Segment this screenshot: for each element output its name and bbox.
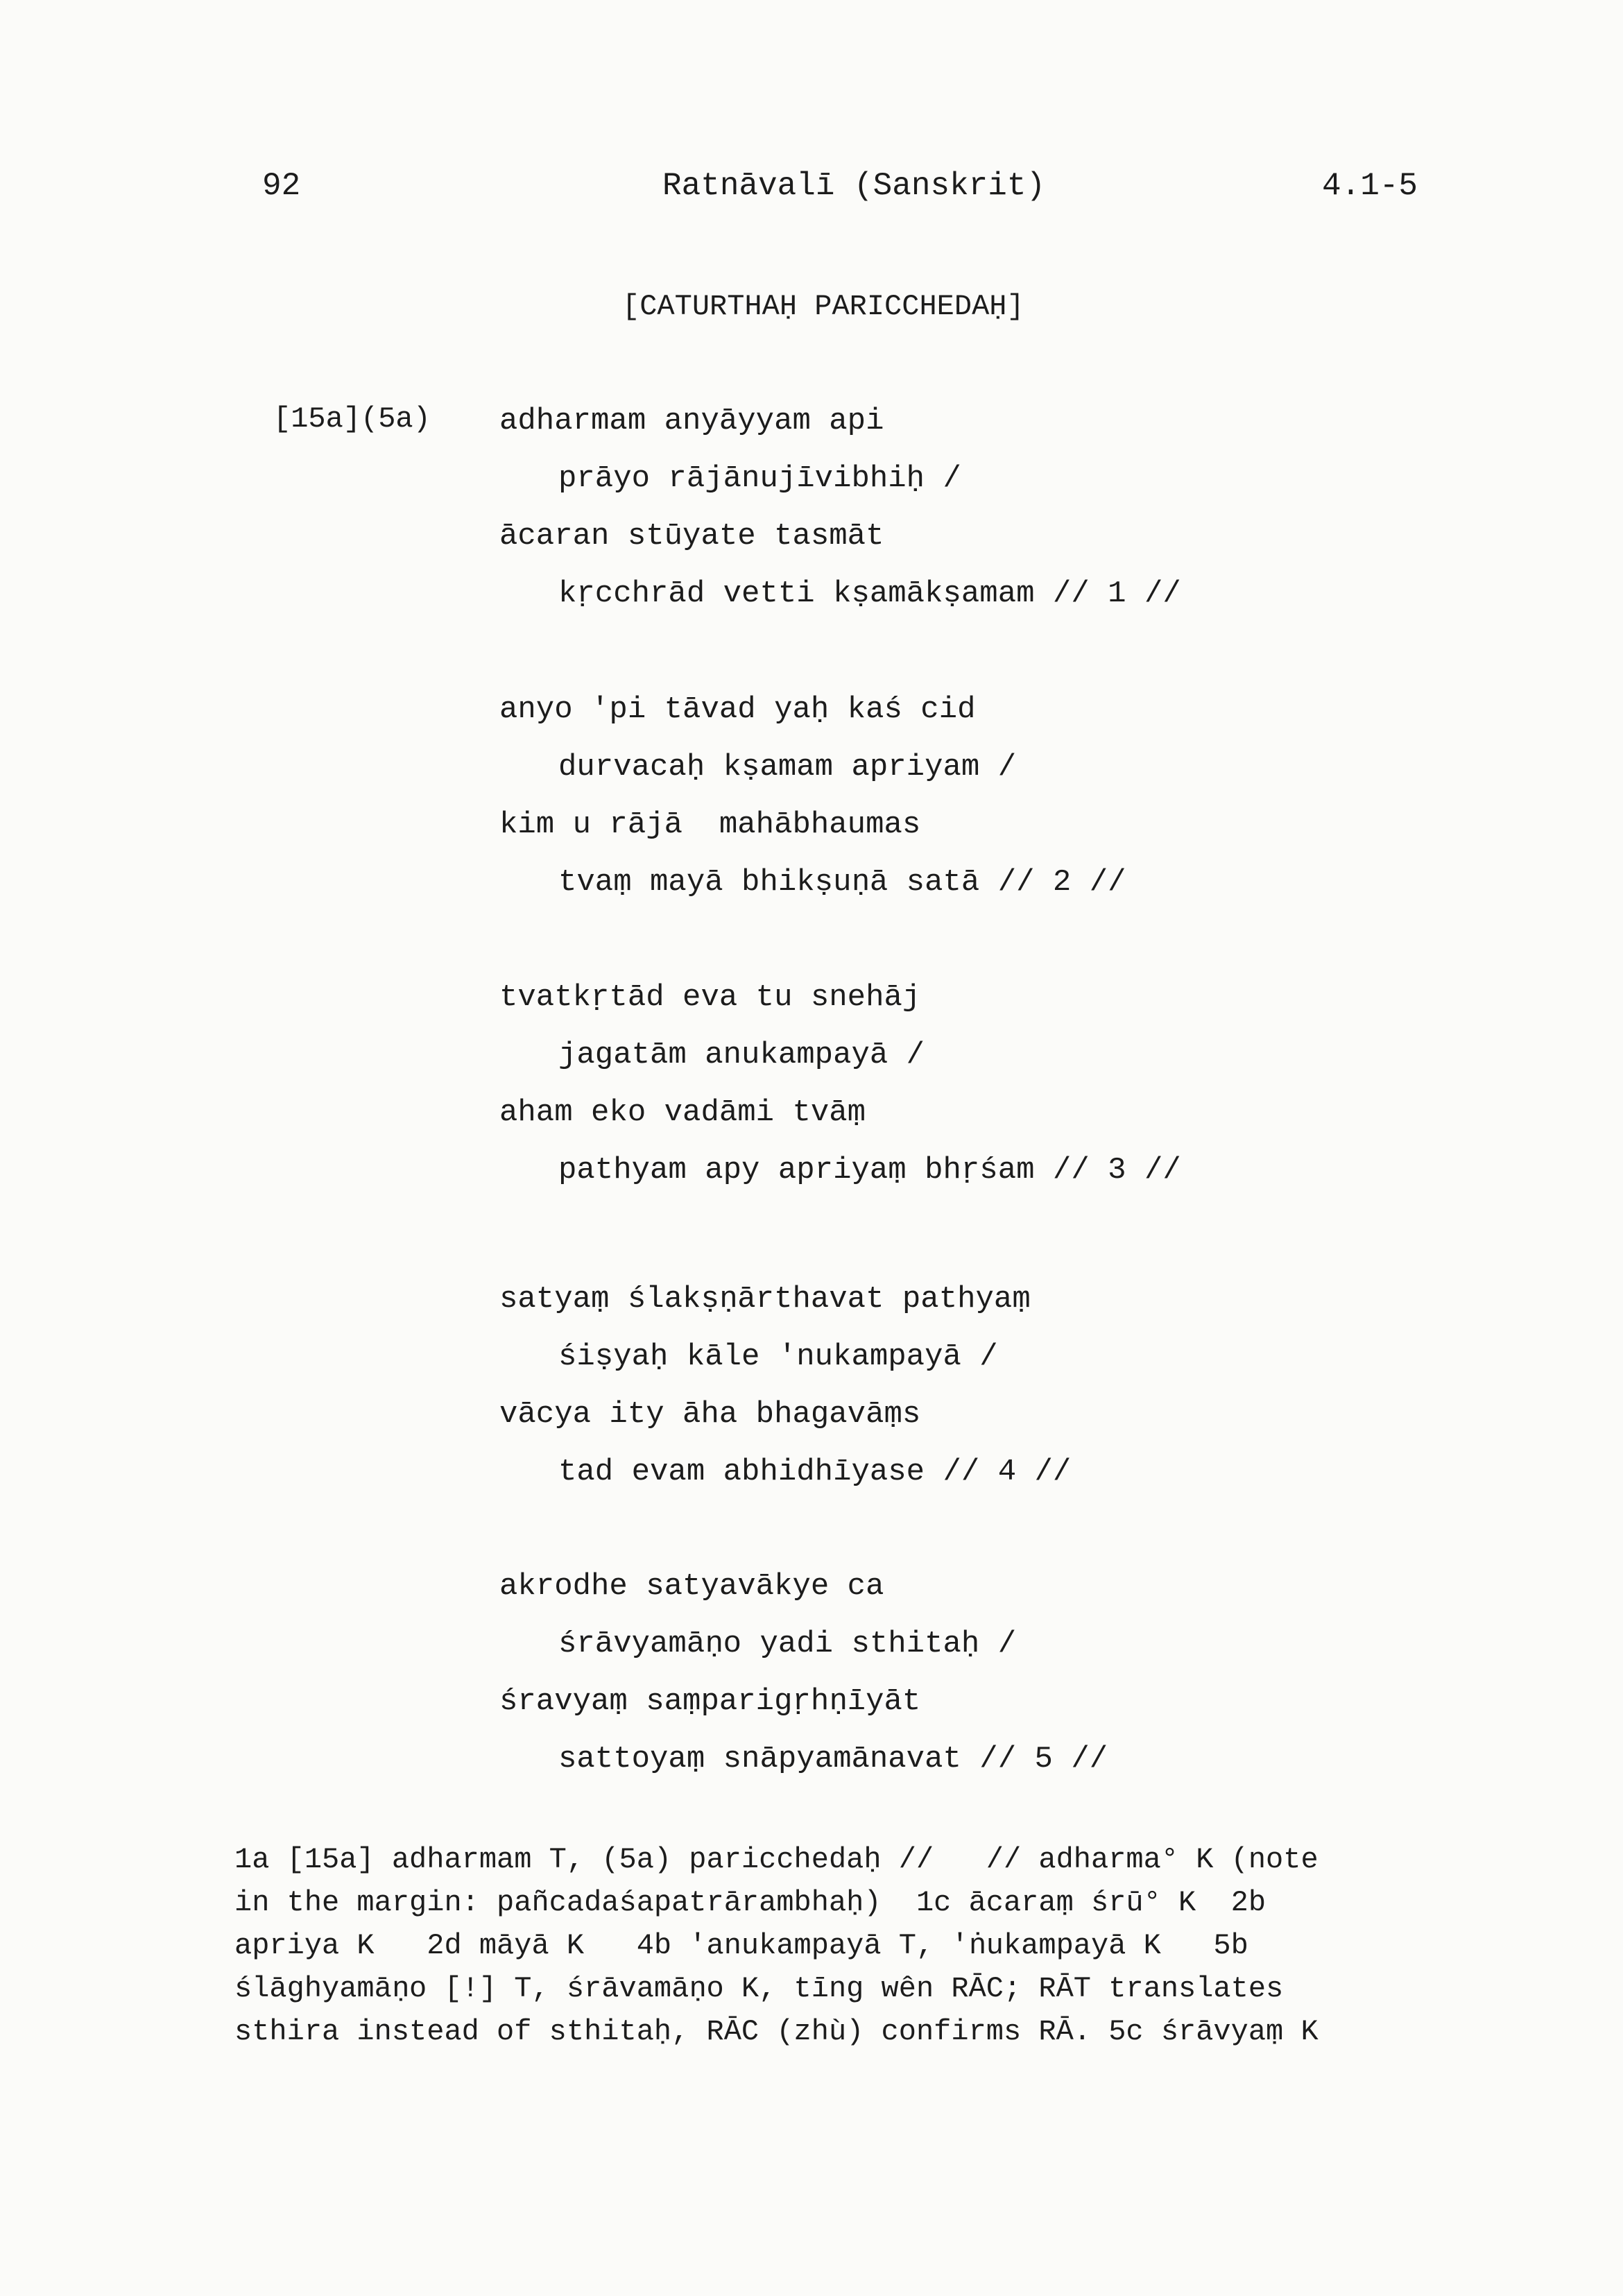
page-number: 92 [262,168,301,204]
verse-line: śravyaṃ saṃparigṛhṇīyāt [499,1684,921,1719]
footnotes [234,1838,1441,2053]
verse-line: ācaran stūyate tasmāt [499,519,884,554]
verse-line: jagatām anukampayā / [558,1038,925,1072]
verse-line: śrāvyamāṇo yadi sthitaḥ / [558,1627,1017,1661]
verse-line: sattoyaṃ snāpyamānavat // 5 // [558,1742,1108,1776]
verse-line: tvaṃ mayā bhikṣuṇā satā // 2 // [558,865,1126,900]
verse-line: vācya ity āha bhagavāṃs [499,1397,921,1432]
verse-line: śiṣyaḥ kāle 'nukampayā / [558,1339,998,1374]
verse-line: aham eko vadāmi tvāṃ [499,1095,866,1130]
verse-line: kim u rājā mahābhaumas [499,807,921,842]
chapter-title: [CATURTHAḤ PARICCHEDAḤ] [622,290,1024,323]
footnote-line: in the margin: pañcadaśapatrārambhaḥ) 1c ācaraṃ śrū° K 2b [234,1886,1266,1919]
section-reference: 4.1-5 [1322,168,1418,204]
folio-reference: [15a](5a) [273,402,431,436]
verse-line: tad evam abhidhīyase // 4 // [558,1455,1072,1489]
verse-line: prāyo rājānujīvibhiḥ / [558,461,961,496]
verse-line: satyaṃ ślakṣṇārthavat pathyaṃ [499,1282,1031,1317]
running-title: Ratnāvalī (Sanskrit) [662,168,1046,204]
verse-line: tvatkṛtād eva tu snehāj [499,980,921,1015]
verse-line: pathyam apy apriyaṃ bhṛśam // 3 // [558,1153,1181,1188]
footnote-line: ślāghyamāṇo [!] T, śrāvamāṇo K, tīng wên RĀC; RĀT translates [234,1972,1284,2005]
footnote-line: sthira instead of sthitaḥ, RĀC (zhù) confirms RĀ. 5c śrāvyaṃ K [234,2015,1319,2048]
verse-line: kṛcchrād vetti kṣamākṣamam // 1 // [558,576,1181,611]
verse-line: anyo 'pi tāvad yaḥ kaś cid [499,692,976,727]
footnote-line: apriya K 2d māyā K 4b 'anukampayā T, 'ṅukampayā K 5b [234,1929,1248,1962]
verse-line: adharmam anyāyyam api [499,404,884,438]
verse-line: durvacaḥ kṣamam apriyam / [558,750,1017,785]
footnote-line: 1a [15a] adharmam T, (5a) paricchedaḥ // // adharma° K (note [234,1843,1319,1876]
verse-line: akrodhe satyavākye ca [499,1569,884,1604]
